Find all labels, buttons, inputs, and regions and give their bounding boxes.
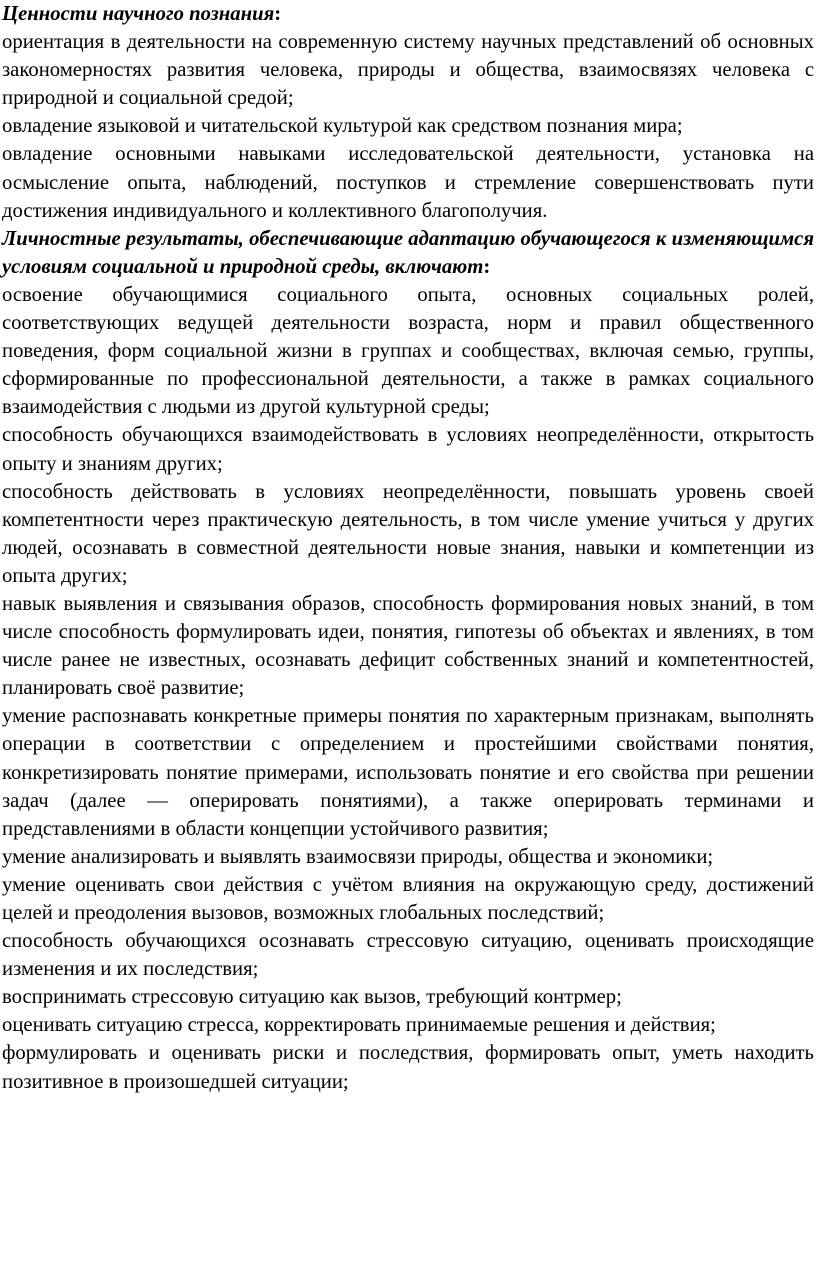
paragraph-item: овладение основными навыками исследовательской деятельности, установка на осмысление опыта, наблюдений, поступков и стремление совершенствовать пути достижения индивидуального и коллективного благополучия. — [2, 143, 814, 222]
section-heading-personal-results — [2, 225, 814, 281]
heading-text: Личностные результаты, обеспечивающие адаптацию обучающегося к изменяющимся условиям социальной и природной среды, включают — [2, 227, 814, 278]
paragraph-item: способность обучающихся осознавать стрессовую ситуацию, оценивать происходящие изменения и их последствия; — [2, 930, 814, 981]
paragraph-item: умение оценивать свои действия с учётом влияния на окружающую среду, достижений целей и преодоления вызовов, возможных глобальных последствий; — [2, 873, 814, 924]
paragraph-item: умение распознавать конкретные примеры понятия по характерным признакам, выполнять операции в соответствии с определением и простейшими свойствами понятия, конкретизировать понятие примерами, использовать понятие и его свойства при решении задач (далее — оперировать понятиями), а также оперировать терминами и представлениями в области концепции устойчивого развития; — [2, 705, 814, 840]
paragraph-item: овладение языковой и читательской культурой как средством познания мира; — [2, 115, 683, 138]
paragraph-item: навык выявления и связывания образов, способность формирования новых знаний, в том числе способность формулировать идеи, понятия, гипотезы об объектах и явлениях, в том числе ранее не известных, осознавать дефицит собственных знаний и компетентностей, планировать своё развитие; — [2, 592, 814, 700]
heading-colon: : — [274, 3, 282, 25]
paragraph-item: воспринимать стрессовую ситуацию как вызов, требующий контрмер; — [2, 986, 622, 1009]
paragraph-item: способность действовать в условиях неопределённости, повышать уровень своей компетентности через практическую деятельность, в том числе умение учиться у других людей, осознавать в совместной деятельности новые знания, навыки и компетенции из опыта других; — [2, 480, 814, 587]
paragraph-item: освоение обучающимися социального опыта, основных социальных ролей, соответствующих ведущей деятельности возраста, норм и правил общественного поведения, форм социальной жизни в группах и сообществах, включая семью, группы, сформированные по профессиональной деятельности, а также в рамках социального взаимодействия с людьми из другой культурной среды; — [2, 283, 814, 419]
section-heading-scientific-values — [2, 0, 814, 28]
heading-text: Ценности научного познания — [2, 3, 275, 25]
paragraph-item: формулировать и оценивать риски и последствия, формировать опыт, уметь находить позитивное в произошедшей ситуации; — [2, 1042, 814, 1093]
paragraph-item: способность обучающихся взаимодействовать в условиях неопределённости, открытость опыту и знаниям других; — [2, 424, 814, 475]
paragraph-item: умение анализировать и выявлять взаимосвязи природы, общества и экономики; — [2, 845, 714, 868]
heading-colon: : — [483, 255, 491, 278]
paragraph-item: ориентация в деятельности на современную систему научных представлений об основных закономерностях развития человека, природы и общества, взаимосвязях человека с природной и социальной средой; — [2, 31, 814, 110]
paragraph-item: оценивать ситуацию стресса, корректировать принимаемые решения и действия; — [2, 1014, 716, 1037]
